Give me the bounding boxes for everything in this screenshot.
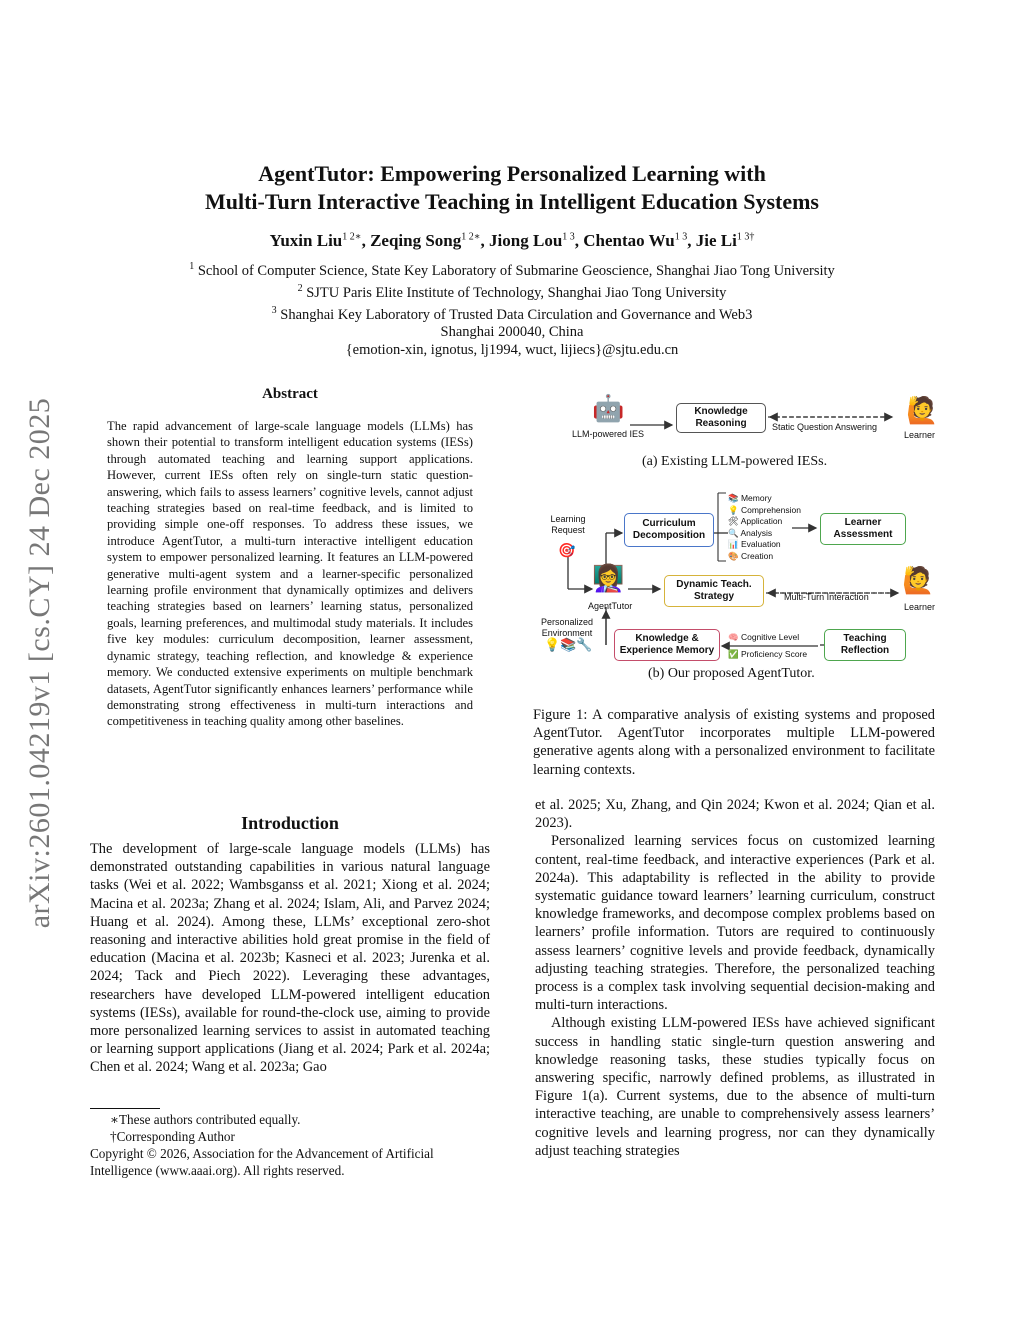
author-sup: 1 2∗ [461, 231, 481, 243]
level-label: Memory [740, 493, 772, 503]
author-name: Chentao Wu [583, 231, 675, 250]
paragraph-existing: Although existing LLM-powered IESs have achieved significant success in handling static single-turn question answering and knowledge reasoning tasks, these studies typically focus on answering specific, narrowly defined problems, as illustrated in Figure 1(a). Current systems, due to the absence of multi-turn interactive teaching, are unable to comprehensively assess learners’ cognitive levels and learning progress, nor can they dynamically adjust teaching strategies [535, 1015, 935, 1159]
level-label: Evaluation [740, 539, 781, 549]
figure-1-caption: Figure 1: A comparative analysis of existing systems and proposed AgentTutor. AgentTutor incorporates multiple LLM-powered generative agents along with a personalized environment to facilitate learning contexts. [533, 707, 935, 778]
paragraph-continuation: et al. 2025; Xu, Zhang, and Qin 2024; Kwon et al. 2024; Qian et al. 2023). [535, 797, 935, 832]
title-line-2: Multi-Turn Interactive Teaching in Intelligent Education Systems [204, 189, 819, 214]
magnifier-icon: 🔍 [728, 527, 739, 538]
emails: {emotion-xin, ignotus, lj1994, wuct, lijiecs}@sjtu.edu.cn [345, 342, 679, 359]
right-column-text [535, 796, 935, 1160]
level-analysis [728, 528, 801, 540]
agenttutor-icon: 👩‍🏫 [592, 563, 625, 593]
level-label: Analysis [740, 527, 773, 538]
personalized-env-label: Personalized Environment [540, 617, 594, 638]
paragraph-personalized: Personalized learning services focus on customized learning content, real-time feedback, and interactive experiences (Park et al. 2024a). This adaptability is reflected in the ability to provide systematic guidance toward learners’ learning curriculum, construct knowledge frameworks, and decompose complex problems based on learners’ profile information. Tutors are required to continuously assess learners’ cognitive levels and provide feedback, dynamically adjusting teaching strategies. Therefore, the personalized teaching process is a complex task involving sequential decision-making and multi-turn interactions. [535, 833, 935, 1014]
abstract-heading: Abstract [262, 386, 318, 402]
level-comprehension [728, 505, 801, 517]
author-sup: 1 3 [674, 231, 688, 243]
subcaption-b: (b) Our proposed AgentTutor. [648, 666, 815, 681]
affiliations [0, 258, 1024, 359]
agenttutor-label: AgentTutor [588, 601, 633, 611]
footnote-rule [90, 1108, 160, 1109]
level-label: Application [740, 516, 783, 526]
affiliation-sup: 1 [189, 261, 195, 272]
affiliation-sup: 2 [297, 282, 303, 294]
affiliation-text: School of Computer Science, State Key Laboratory of Submarine Geoscience, Shanghai Jiao Tong University [197, 262, 835, 279]
author-sup: 1 2∗ [342, 231, 362, 243]
cognitive-level-label [728, 632, 799, 644]
multi-turn-label: Multi-Turn Interaction [784, 592, 869, 602]
arxiv-stamp: arXiv:2601.04219v1 [cs.CY] 24 Dec 2025 [23, 397, 56, 929]
knowledge-reasoning-box: Knowledge Reasoning [676, 403, 766, 433]
author-sup: 1 3 [562, 231, 575, 243]
level-list [728, 493, 801, 562]
learner-icon: 🙋 [906, 395, 939, 425]
proficiency-text: Proficiency Score [740, 649, 808, 659]
author-name: Yuxin Liu [269, 231, 343, 250]
learner-label-a: Learner [904, 430, 936, 440]
check-icon: ✅ [728, 649, 739, 659]
paper-title [0, 160, 1024, 216]
affiliation-text: Shanghai Key Laboratory of Trusted Data Circulation and Governance and Web3 [280, 306, 753, 323]
level-creation [728, 551, 801, 563]
author-name: Jiong Lou [489, 231, 563, 250]
environment-icons: 💡📚🔧 [544, 637, 593, 652]
learner-icon-b: 🙋 [902, 565, 935, 595]
target-icon: 🎯 [558, 542, 576, 558]
abstract-text: The rapid advancement of large-scale language models (LLMs) has shown their potential to transform intelligent education systems (IESs) through automated teaching and learning support applications. However, current IESs often rely on single-turn static question-answering, which fails to assess learners’ cognitive levels, cannot adjust teaching strategies based on real-time feedback, and is limited to providing simple one-off responses. To address these issues, we introduce AgentTutor, a multi-turn interactive intelligent education system to empower personalized learning. It features an LLM-powered generative multi-agent system and a learner-specific personalized learning profile environment that dynamically optimizes and delivers teaching strategies based on learners’ learning status, personalized goals, learning preferences, and multimodal study materials. It includes five key modules: curriculum decomposition, learner assessment, dynamic strategy, teaching reflection, and knowledge & experience memory. We conducted extensive experiments on multiple benchmark datasets, AgentTutor significantly enhances learners’ performance while demonstrating strong effectiveness in multi-turn interactions and competitiveness in teaching quality among other baselines. [107, 419, 473, 729]
brain-icon: 🧠 [728, 632, 739, 642]
level-label: Creation [740, 550, 774, 561]
author-name: Zeqing Song [370, 231, 462, 250]
level-application [728, 516, 801, 528]
knowledge-memory-box: Knowledge & Experience Memory [614, 629, 720, 661]
level-memory [728, 493, 801, 505]
bulb-icon: 💡 [728, 504, 739, 515]
static-qa-label: Static Question Answering [772, 422, 878, 432]
teaching-reflection-box: Teaching Reflection [824, 629, 906, 661]
palette-icon: 🎨 [728, 550, 739, 561]
subcaption-a: (a) Existing LLM-powered IESs. [642, 454, 828, 469]
footnote-equal: ∗These authors contributed equally. [110, 1112, 301, 1127]
address: Shanghai 200040, China [440, 324, 584, 341]
learner-label-b: Learner [904, 602, 936, 612]
llm-ies-label: LLM-powered IES [572, 429, 645, 439]
affiliation-sup: 3 [271, 304, 277, 316]
introduction-text: The development of large-scale language models (LLMs) has demonstrated outstanding capabilities in various natural language tasks (Wei et al. 2022; Wambsganss et al. 2021; Xiong et al. 2024; Macina et al. 2023a; Zhang et al. 2024; Islam, Ali, and Parvez 2024; Huang et al. 2024). Among these, LLMs’ exceptional zero-shot reasoning and interactive abilities hold great promise in the field of education (Macina et al. 2023b; Kasneci et al. 2023; Jurenka et al. 2024; Tack and Piech 2022). Leveraging these advantages, researchers have developed LLM-powered intelligent education systems (IESs), available for round-the-clock use, aiming to provide more personalized learning services to assist in automated teaching or learning support applications (Jiang et al. 2024; Park et al. 2024a; Chen et al. 2024; Wang et al. 2023a; Gao [90, 841, 490, 1076]
chart-icon: 📊 [728, 539, 739, 549]
figure-1 [530, 383, 940, 688]
affiliation-2 [0, 280, 1024, 302]
learner-assessment-box: Learner Assessment [820, 513, 906, 545]
proficiency-score-label [728, 649, 807, 661]
author-list: Yuxin Liu$^{1 2∗}$, Zeqing Song$^{1 2∗}$, Jiong Lou$^{1 3}$, Chentao $Wu^{1 3}$, Jie $Li^{1 3\dagger}$ [269, 231, 755, 250]
book-icon: 📚 [728, 493, 739, 503]
footnotes [90, 1111, 490, 1179]
title-line-1: AgentTutor: Empowering Personalized Learning with [258, 161, 766, 186]
affiliation-3 [0, 302, 1024, 324]
tools-icon: 🛠 [728, 516, 739, 526]
level-evaluation [728, 539, 801, 551]
author-name: Jie Li [695, 231, 737, 250]
affiliation-text: SJTU Paris Elite Institute of Technology, Shanghai Jiao Tong University [306, 284, 727, 301]
curriculum-decomposition-box: Curriculum Decomposition [624, 513, 714, 547]
author-sup: 1 3† [736, 231, 755, 243]
introduction-heading: Introduction [241, 813, 339, 833]
copyright-notice: Copyright © 2026, Association for the Advancement of Artificial Intelligence (www.aaai.org). All rights reserved. [90, 1146, 434, 1178]
robot-icon: 🤖 [592, 393, 625, 423]
dynamic-strategy-box: Dynamic Teach. Strategy [664, 575, 764, 607]
footnote-corresponding: †Corresponding Author [110, 1129, 235, 1144]
learning-request-label: Learning Request [550, 514, 586, 535]
level-label: Comprehension [740, 504, 801, 515]
cognitive-text: Cognitive Level [740, 632, 800, 642]
affiliation-1 [0, 258, 1024, 280]
